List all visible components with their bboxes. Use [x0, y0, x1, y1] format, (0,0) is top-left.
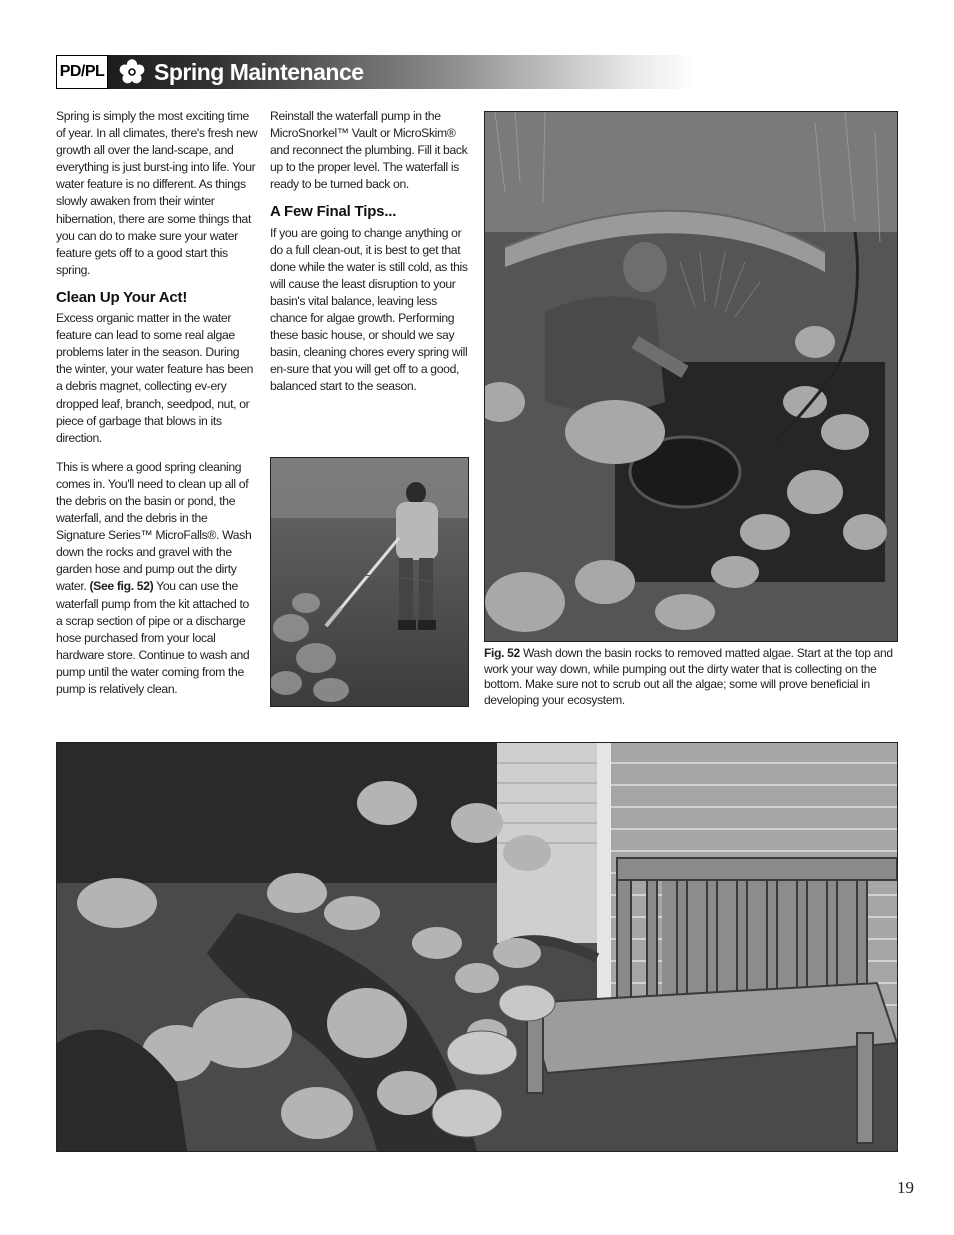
text-column-2: [270, 108, 470, 403]
paragraph-spring-cleaning-a: This is where a good spring cleaning comes in. You'll need to clean up all of the debris on the basin or pond, the waterfall, and the debris in the Signature Series™ MicroFalls®. Wash down the rocks and gravel with the garden hose and pump out the dirty water.: [56, 459, 252, 594]
product-badge: PD/PL: [56, 55, 108, 89]
section-header: [56, 55, 696, 89]
photo-garden-bench: [56, 742, 898, 1152]
paragraph-reinstall: Reinstall the waterfall pump in the MicroSnorkel™ Vault or MicroSkim® and reconnect the plumbing. Fill it back up to the proper level. The waterfall is ready to be turned back on.: [270, 109, 468, 192]
figure-reference: (See fig. 52): [89, 579, 154, 594]
figure-label: Fig. 52: [484, 646, 520, 660]
paragraph-spring-cleaning: [56, 459, 258, 698]
figure-caption: [484, 646, 900, 708]
page-number: 19: [897, 1178, 914, 1197]
paragraph-final-tips: If you are going to change anything or do a full clean-out, it is best to get that done while the water is still cold, as this will cause the least disruption to your basin's vital balance, leaving less chance for algae growth. Performing these basic house, or should we say basin, cleaning chores every spring will en-sure that you will get off to a good, balanced start to the season.: [270, 225, 468, 394]
heading-final-tips: A Few Final Tips...: [270, 203, 397, 221]
paragraph-spring-cleaning-b: You can use the waterfall pump from the kit attached to a scrap section of pipe or a discharge hose purchased from your local hardware store. Continue to wash and pump until the water coming from the pump is relatively clean.: [56, 579, 250, 696]
figure-caption-text: Wash down the basin rocks to removed matted algae. Start at the top and work your way down, while pumping out the dirty water that is collecting on the bottom. Make sure not to scrub out all the algae; some will prove beneficial in developing your ecosystem.: [484, 646, 893, 707]
text-column-1: [56, 108, 258, 705]
heading-clean-up: Clean Up Your Act!: [56, 288, 188, 306]
photo-hose-washing: [270, 457, 469, 707]
page-title: Spring Maintenance: [154, 59, 364, 85]
photo-fig-52: [484, 111, 898, 642]
flower-icon: [118, 58, 146, 86]
paragraph-organic-matter: Excess organic matter in the water feature can lead to some real algae problems later in the season. During the winter, your water feature has been a debris magnet, collecting ev-ery dropped leaf, branch, seedpod, nut, or piece of garbage that blows in its direction.: [56, 311, 254, 445]
intro-paragraph: Spring is simply the most exciting time of year. In all climates, there's fresh new growth all over the land-scape, and everything is just burst-ing into life. Your water feature is no different. As things slowly awaken from their winter hibernation, there are some things that you can do to make sure your water feature gets off to a good start this spring.: [56, 109, 258, 277]
